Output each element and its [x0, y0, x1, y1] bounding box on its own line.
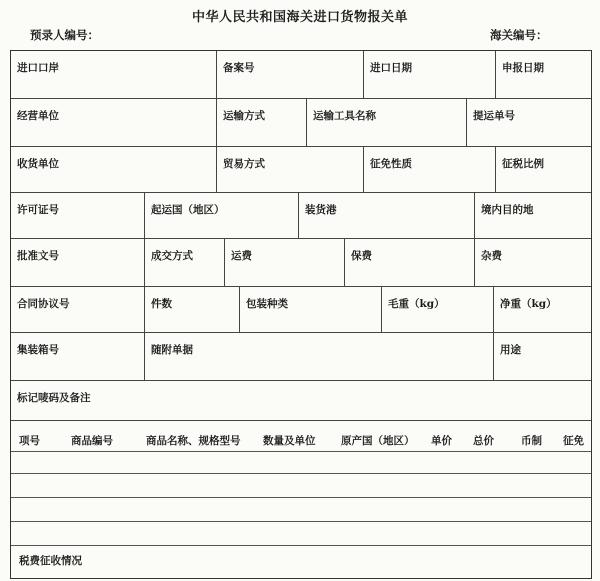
net-weight-label: 净重（kg） [500, 298, 557, 310]
pieces-field[interactable] [144, 287, 239, 332]
transport-mode-field[interactable] [216, 99, 306, 146]
goods-col-total-price: 总价 [473, 435, 494, 447]
bill-no-label: 提运单号 [473, 110, 515, 122]
destination-label: 境内目的地 [481, 204, 534, 216]
transport-mode-label: 运输方式 [223, 110, 265, 122]
goods-row-line [11, 521, 591, 522]
contract-no-label: 合同协议号 [17, 298, 70, 310]
freight-field[interactable] [224, 239, 344, 286]
approval-no-label: 批准文号 [17, 250, 59, 262]
record-no-label: 备案号 [223, 62, 255, 74]
pieces-label: 件数 [151, 298, 172, 310]
marks-remarks-field[interactable] [11, 381, 591, 420]
record-no-field[interactable] [216, 51, 363, 98]
exemption-nature-field[interactable] [363, 147, 495, 192]
misc-fee-label: 杂费 [481, 250, 502, 262]
form-title: 中华人民共和国海关进口货物报关单 [191, 10, 408, 25]
bill-no-field[interactable] [466, 99, 591, 146]
goods-col-exemption: 征免 [563, 435, 584, 447]
contract-no-field[interactable] [11, 287, 144, 332]
goods-col-origin-country: 原产国（地区） [341, 435, 415, 447]
trade-mode-field[interactable] [216, 147, 363, 192]
gross-weight-label: 毛重（kg） [388, 298, 445, 310]
form-row-6 [11, 287, 591, 333]
import-port-label: 进口口岸 [17, 62, 59, 74]
import-date-label: 进口日期 [370, 62, 412, 74]
goods-col-currency: 币制 [521, 435, 542, 447]
goods-col-quantity-unit: 数量及单位 [263, 435, 316, 447]
import-port-field[interactable] [11, 51, 216, 98]
form-row-2 [11, 99, 591, 147]
tax-ratio-field[interactable] [495, 147, 591, 192]
goods-col-unit-price: 单价 [431, 435, 452, 447]
loading-port-field[interactable] [298, 193, 474, 238]
import-date-field[interactable] [363, 51, 495, 98]
exemption-nature-label: 征免性质 [370, 158, 412, 170]
declaration-form [10, 50, 592, 579]
operating-unit-label: 经营单位 [17, 110, 59, 122]
container-no-field[interactable] [11, 333, 144, 380]
origin-country-field[interactable] [144, 193, 298, 238]
loading-port-label: 装货港 [305, 204, 337, 216]
container-no-label: 集装箱号 [17, 344, 59, 356]
usage-label: 用途 [500, 344, 521, 356]
consignee-unit-field[interactable] [11, 147, 216, 192]
goods-row-line [11, 545, 591, 546]
consignee-unit-label: 收货单位 [17, 158, 59, 170]
tax-ratio-label: 征税比例 [502, 158, 544, 170]
operating-unit-field[interactable] [11, 99, 216, 146]
origin-country-label: 起运国（地区） [151, 204, 225, 216]
trade-mode-label: 贸易方式 [223, 158, 265, 170]
goods-col-name-spec: 商品名称、规格型号 [146, 435, 241, 447]
form-row-4 [11, 193, 591, 239]
goods-col-item-no: 项号 [19, 435, 40, 447]
approval-no-field[interactable] [11, 239, 144, 286]
form-row-1 [11, 51, 591, 99]
goods-row-line [11, 473, 591, 474]
transport-name-field[interactable] [306, 99, 466, 146]
net-weight-field[interactable] [493, 287, 591, 332]
goods-col-code: 商品编号 [71, 435, 113, 447]
goods-row-line [11, 497, 591, 498]
freight-label: 运费 [231, 250, 252, 262]
deal-mode-field[interactable] [144, 239, 224, 286]
insurance-field[interactable] [344, 239, 474, 286]
package-type-field[interactable] [239, 287, 381, 332]
form-row-3 [11, 147, 591, 193]
license-no-field[interactable] [11, 193, 144, 238]
license-no-label: 许可证号 [17, 204, 59, 216]
form-row-8 [11, 381, 591, 421]
transport-name-label: 运输工具名称 [313, 110, 376, 122]
form-row-7 [11, 333, 591, 381]
misc-fee-field[interactable] [474, 239, 591, 286]
customs-number-label: 海关编号： [490, 28, 548, 42]
gross-weight-field[interactable] [381, 287, 493, 332]
package-type-label: 包装种类 [246, 298, 288, 310]
usage-field[interactable] [493, 333, 591, 380]
marks-remarks-label: 标记唛码及备注 [17, 392, 91, 404]
form-row-5 [11, 239, 591, 287]
attached-docs-label: 随附单据 [151, 344, 193, 356]
deal-mode-label: 成交方式 [151, 250, 193, 262]
pre-entry-number-label: 预录人编号： [30, 28, 99, 42]
destination-field[interactable] [474, 193, 591, 238]
attached-docs-field[interactable] [144, 333, 493, 380]
declare-date-label: 申报日期 [502, 62, 544, 74]
insurance-label: 保费 [351, 250, 372, 262]
tax-status-label: 税费征收情况 [19, 555, 82, 567]
declare-date-field[interactable] [495, 51, 591, 98]
goods-row-line [11, 451, 591, 452]
